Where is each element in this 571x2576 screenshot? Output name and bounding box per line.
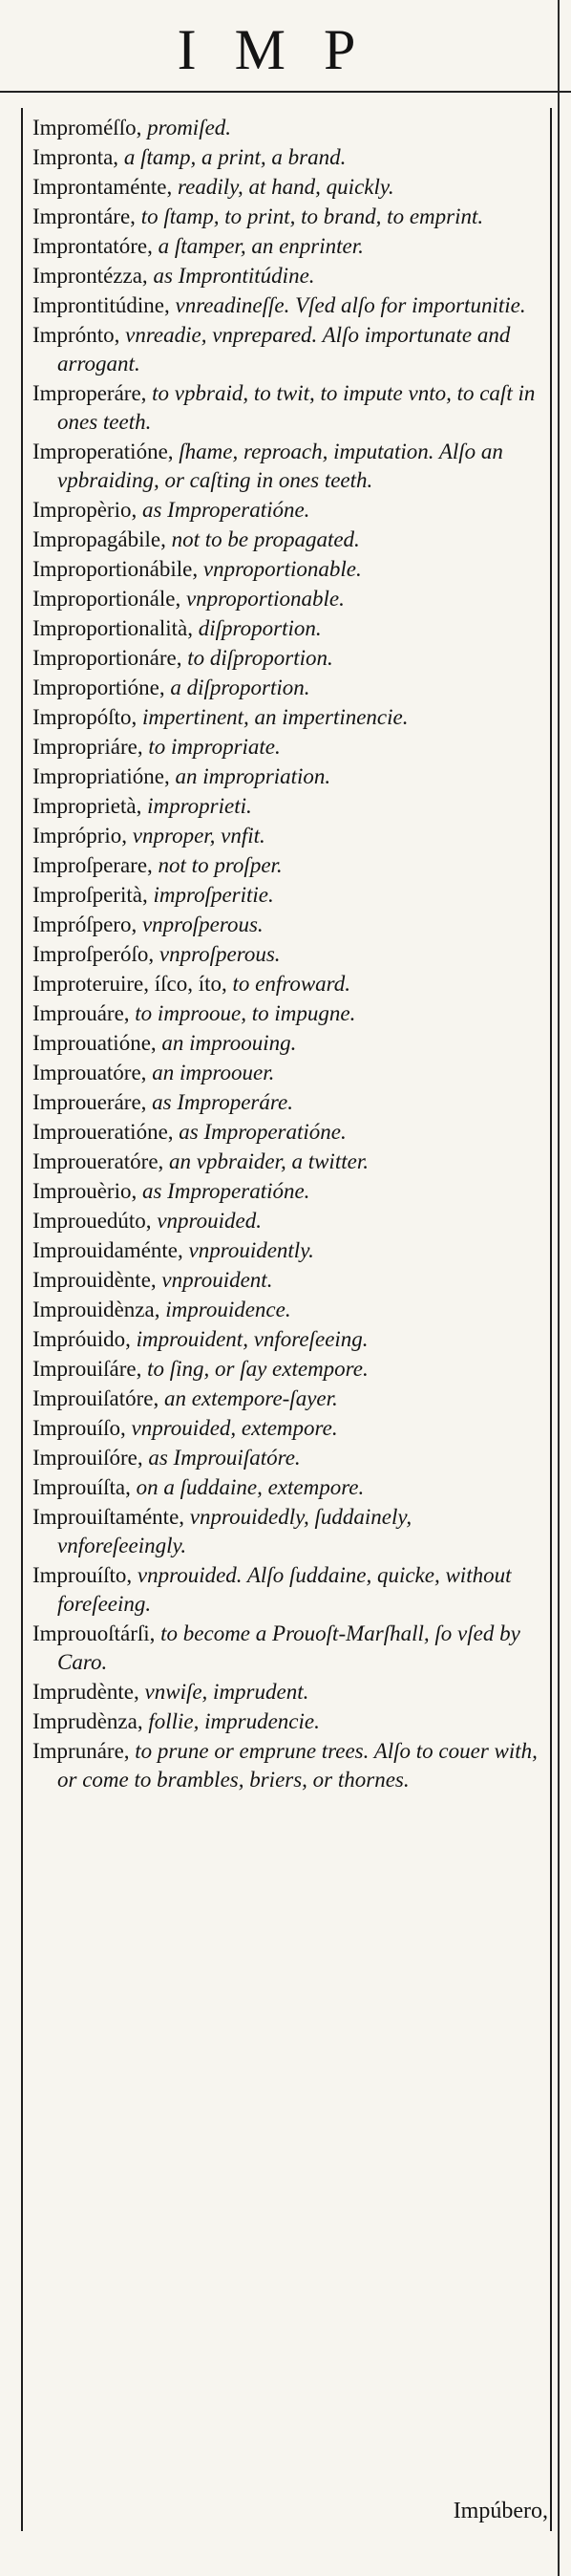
entry-headword: Improſperóſo, bbox=[32, 942, 155, 966]
dictionary-entry bbox=[32, 881, 540, 910]
dictionary-entry bbox=[32, 1148, 540, 1176]
entry-definition: improprieti. bbox=[141, 794, 252, 818]
entry-headword: Impróuido, bbox=[32, 1327, 131, 1351]
entry-headword: Improperatióne, bbox=[32, 440, 174, 463]
page-header bbox=[0, 0, 571, 93]
entry-headword: Improuiſtaménte, bbox=[32, 1505, 185, 1529]
entry-definition: as Improperatióne. bbox=[173, 1120, 347, 1144]
dictionary-entry bbox=[32, 674, 540, 702]
entry-headword: Improteruire, íſco, íto, bbox=[32, 972, 227, 996]
entry-headword: Improportionábile, bbox=[32, 557, 199, 581]
dictionary-entry bbox=[32, 1678, 540, 1707]
entry-headword: Improueratióne, bbox=[32, 1120, 174, 1144]
dictionary-entry bbox=[32, 1236, 540, 1265]
entry-definition: an improouing. bbox=[156, 1031, 297, 1055]
entry-definition: vnreadie, vnprepared. Alſo importunate and arrogant. bbox=[57, 323, 511, 376]
entry-definition: as Improperáre. bbox=[146, 1090, 293, 1114]
entry-headword: Impropagábile, bbox=[32, 527, 166, 551]
dictionary-entry bbox=[32, 703, 540, 732]
entry-definition: improuident, vnforeſeeing. bbox=[130, 1327, 369, 1351]
dictionary-entry bbox=[32, 1414, 540, 1443]
entry-headword: Improſperare, bbox=[32, 853, 153, 877]
entry-definition: vnprouident. bbox=[156, 1268, 273, 1292]
entry-definition: vnproper, vnfit. bbox=[127, 824, 265, 848]
entry-definition: vnreadineſſe. Vſed alſo for importunitie. bbox=[169, 293, 526, 317]
entry-headword: Impropèrio, bbox=[32, 498, 137, 522]
dictionary-entry bbox=[32, 379, 540, 437]
entry-definition: as Improperatióne. bbox=[137, 498, 310, 522]
dictionary-entry bbox=[32, 1444, 540, 1472]
dictionary-entry bbox=[32, 1473, 540, 1502]
entry-headword: Improuèrio, bbox=[32, 1179, 137, 1203]
entry-definition: ſhame, reproach, imputation. Alſo an vpbraiding, or caſting in ones teeth. bbox=[57, 440, 503, 492]
entry-headword: Impropriáre, bbox=[32, 735, 143, 759]
entry-headword: Imprónto, bbox=[32, 323, 120, 347]
dictionary-entry bbox=[32, 1325, 540, 1354]
entry-definition: as Improntitúdine. bbox=[147, 264, 315, 288]
dictionary-entry bbox=[32, 1355, 540, 1384]
entry-headword: Improperáre, bbox=[32, 381, 147, 405]
dictionary-entry bbox=[32, 940, 540, 969]
entry-definition: to improoue, to impugne. bbox=[129, 1001, 356, 1025]
dictionary-entry bbox=[32, 822, 540, 850]
entry-definition: to prune or emprune trees. Alſo to couer with, or come to brambles, briers, or thornes. bbox=[57, 1739, 538, 1792]
dictionary-entry bbox=[32, 114, 540, 142]
catchword: Impúbero, bbox=[453, 2499, 548, 2523]
dictionary-entry bbox=[32, 792, 540, 821]
entry-headword: Improntézza, bbox=[32, 264, 148, 288]
entry-definition: vnprouided. Alſo ſuddaine, quicke, without foreſeeing. bbox=[57, 1563, 512, 1616]
entry-definition: vnprouided. bbox=[151, 1209, 262, 1233]
entry-headword: Improntáre, bbox=[32, 204, 136, 228]
entry-headword: Improportionále, bbox=[32, 587, 181, 611]
entry-definition: an extempore-ſayer. bbox=[159, 1386, 338, 1410]
entry-definition: diſproportion. bbox=[193, 616, 322, 640]
dictionary-entry bbox=[32, 321, 540, 378]
dictionary-entry bbox=[32, 644, 540, 673]
entry-headword: Improportióne, bbox=[32, 676, 165, 699]
dictionary-entry bbox=[32, 1266, 540, 1295]
dictionary-entry bbox=[32, 262, 540, 290]
dictionary-entry bbox=[32, 203, 540, 231]
entry-definition: on a ſuddaine, extempore. bbox=[130, 1475, 365, 1499]
entry-definition: as Improuiſatóre. bbox=[142, 1446, 301, 1470]
entry-definition: improuidence. bbox=[159, 1298, 291, 1321]
entry-headword: Improuatióne, bbox=[32, 1031, 157, 1055]
entry-headword: Improuíſta, bbox=[32, 1475, 131, 1499]
entry-headword: Improuáre, bbox=[32, 1001, 130, 1025]
dictionary-entry bbox=[32, 1707, 540, 1736]
dictionary-entry bbox=[32, 999, 540, 1028]
entry-definition: vnproſperous. bbox=[137, 912, 264, 936]
entry-definition: an improouer. bbox=[146, 1061, 275, 1084]
entry-headword: Impronta, bbox=[32, 145, 119, 169]
entry-headword: Improntatóre, bbox=[32, 234, 153, 258]
entry-definition: follie, imprudencie. bbox=[142, 1709, 320, 1733]
entry-headword: Improméſſo, bbox=[32, 116, 142, 140]
entry-definition: to become a Prouoſt-Marſhall, ſo vſed by Caro. bbox=[57, 1621, 520, 1674]
entry-headword: Imprudènte, bbox=[32, 1680, 139, 1704]
entry-headword: Improueráre, bbox=[32, 1090, 147, 1114]
entry-definition: impertinent, an impertinencie. bbox=[137, 705, 409, 729]
dictionary-entry bbox=[32, 1737, 540, 1794]
dictionary-entry bbox=[32, 1177, 540, 1206]
dictionary-entry bbox=[32, 1059, 540, 1087]
entry-headword: Improuedúto, bbox=[32, 1209, 152, 1233]
entry-headword: Improuiſáre, bbox=[32, 1357, 142, 1381]
dictionary-entry bbox=[32, 291, 540, 320]
entry-definition: vnprouided, extempore. bbox=[125, 1416, 338, 1440]
dictionary-entry bbox=[32, 733, 540, 762]
dictionary-entry bbox=[32, 585, 540, 613]
entry-definition: vnprouidedly, ſuddainely, vnforeſeeingly. bbox=[57, 1505, 412, 1557]
entry-headword: Improuatóre, bbox=[32, 1061, 147, 1084]
dictionary-entry bbox=[32, 143, 540, 172]
dictionary-entry bbox=[32, 1385, 540, 1413]
entry-headword: Improuíſo, bbox=[32, 1416, 126, 1440]
entry-headword: Improuoſtárſi, bbox=[32, 1621, 156, 1645]
entry-headword: Impropriatióne, bbox=[32, 764, 170, 788]
entry-definition: to ſing, or ſay extempore. bbox=[141, 1357, 369, 1381]
entry-headword: Imprudènza, bbox=[32, 1709, 143, 1733]
entry-headword: Impróprio, bbox=[32, 824, 128, 848]
entry-headword: Improuiſóre, bbox=[32, 1446, 143, 1470]
entry-definition: to vpbraid, to twit, to impute vnto, to caſt in ones teeth. bbox=[57, 381, 536, 434]
dictionary-entry bbox=[32, 232, 540, 261]
dictionary-entry bbox=[32, 496, 540, 525]
entry-definition: vnprouidently. bbox=[182, 1238, 314, 1262]
dictionary-entry bbox=[32, 762, 540, 791]
entry-headword: Imprunáre, bbox=[32, 1739, 130, 1763]
dictionary-entry bbox=[32, 173, 540, 202]
entry-headword: Improuidènte, bbox=[32, 1268, 157, 1292]
entry-definition: improſperitie. bbox=[147, 883, 274, 907]
dictionary-entry bbox=[32, 526, 540, 554]
entry-definition: as Improperatióne. bbox=[137, 1179, 310, 1203]
entry-headword: Improſperità, bbox=[32, 883, 148, 907]
entry-definition: to diſproportion. bbox=[181, 646, 333, 670]
entry-definition: not to be propagated. bbox=[165, 527, 360, 551]
entry-definition: not to proſper. bbox=[152, 853, 283, 877]
entry-definition: a diſproportion. bbox=[164, 676, 310, 699]
dictionary-column bbox=[21, 108, 552, 2531]
dictionary-entry bbox=[32, 614, 540, 643]
entry-headword: Improntitúdine, bbox=[32, 293, 170, 317]
entry-headword: Improportionalità, bbox=[32, 616, 193, 640]
dictionary-entry bbox=[32, 1620, 540, 1677]
entry-headword: Improprietà, bbox=[32, 794, 142, 818]
dictionary-entry bbox=[32, 555, 540, 584]
dictionary-entry bbox=[32, 1207, 540, 1235]
dictionary-entry bbox=[32, 1296, 540, 1324]
entry-headword: Improuidaménte, bbox=[32, 1238, 183, 1262]
entry-definition: vnwiſe, imprudent. bbox=[138, 1680, 309, 1704]
entry-headword: Impropóſto, bbox=[32, 705, 137, 729]
entry-headword: Improuiſatóre, bbox=[32, 1386, 159, 1410]
entry-headword: Improuidènza, bbox=[32, 1298, 160, 1321]
entry-definition: to enfroward. bbox=[226, 972, 351, 996]
dictionary-entry bbox=[32, 1118, 540, 1147]
entry-headword: Improuíſto, bbox=[32, 1563, 133, 1587]
dictionary-entry bbox=[32, 1503, 540, 1560]
dictionary-entry bbox=[32, 1029, 540, 1058]
entry-headword: Improportionáre, bbox=[32, 646, 182, 670]
entry-definition: a ſtamper, an enprinter. bbox=[152, 234, 364, 258]
entry-definition: vnproſperous. bbox=[154, 942, 281, 966]
running-head: IMP bbox=[177, 18, 394, 81]
entry-definition: readily, at hand, quickly. bbox=[172, 175, 394, 199]
dictionary-entry bbox=[32, 1561, 540, 1619]
entry-headword: Improntaménte, bbox=[32, 175, 173, 199]
dictionary-entry bbox=[32, 851, 540, 880]
entry-definition: vnproportionable. bbox=[180, 587, 345, 611]
entry-definition: to impropriate. bbox=[142, 735, 281, 759]
dictionary-entry bbox=[32, 970, 540, 998]
entry-definition: to ſtamp, to print, to brand, to emprint. bbox=[135, 204, 484, 228]
dictionary-entry bbox=[32, 438, 540, 495]
entry-list bbox=[32, 114, 540, 1795]
entry-definition: an impropriation. bbox=[169, 764, 331, 788]
entry-definition: an vpbraider, a twitter. bbox=[163, 1149, 369, 1173]
dictionary-entry bbox=[32, 911, 540, 939]
page-edge-rule bbox=[558, 0, 560, 2576]
entry-definition: promiſed. bbox=[141, 116, 232, 140]
entry-headword: Improueratóre, bbox=[32, 1149, 164, 1173]
entry-definition: a ſtamp, a print, a brand. bbox=[118, 145, 347, 169]
dictionary-entry bbox=[32, 1088, 540, 1117]
entry-definition: vnproportionable. bbox=[198, 557, 362, 581]
entry-headword: Impróſpero, bbox=[32, 912, 137, 936]
